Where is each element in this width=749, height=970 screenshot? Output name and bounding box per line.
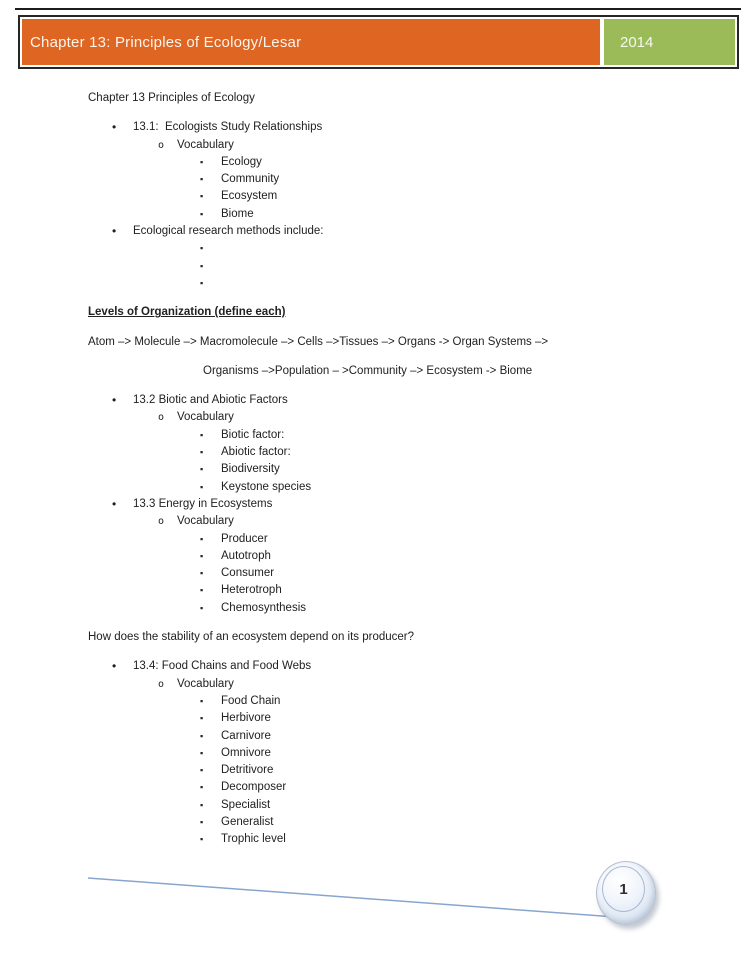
- doc-line-text: Abiotic factor:: [221, 446, 291, 459]
- doc-line-text: Vocabulary: [177, 515, 234, 528]
- doc-line: [0, 392, 749, 409]
- bullet-marker-icon: ▪: [200, 550, 204, 561]
- doc-line: [0, 444, 749, 461]
- doc-line-text: Biotic factor:: [221, 428, 285, 441]
- doc-line: [0, 814, 749, 831]
- doc-line: [0, 409, 749, 426]
- bullet-marker-icon: ▪: [200, 464, 204, 475]
- bullet-marker-icon: ▪: [200, 447, 204, 458]
- doc-line: [0, 258, 749, 275]
- doc-line-text: Heterotroph: [221, 584, 282, 597]
- bullet-marker-icon: •: [112, 659, 117, 674]
- doc-line-text: Trophic level: [221, 833, 286, 846]
- page-number: 1: [619, 880, 628, 898]
- bullet-marker-icon: ▪: [200, 816, 204, 827]
- bullet-marker-icon: ▪: [200, 585, 204, 596]
- doc-line: [0, 582, 749, 599]
- doc-line-text: Vocabulary: [177, 138, 234, 151]
- doc-line: [0, 240, 749, 257]
- doc-line-text: Decomposer: [221, 781, 287, 794]
- bullet-marker-icon: ▪: [200, 747, 204, 758]
- bullet-marker-icon: ▪: [200, 602, 204, 613]
- bullet-marker-icon: ▪: [200, 568, 204, 579]
- doc-line-text: Biodiversity: [221, 463, 280, 476]
- doc-line: [0, 334, 749, 351]
- bullet-marker-icon: ▪: [200, 695, 204, 706]
- bullet-marker-icon: ▪: [200, 799, 204, 810]
- doc-line: [0, 658, 749, 675]
- bullet-marker-icon: ▪: [200, 277, 204, 288]
- doc-line-text: Generalist: [221, 815, 274, 828]
- doc-line-text: Omnivore: [221, 746, 271, 759]
- doc-line-text: Ecology: [221, 155, 262, 168]
- doc-line-text: 13.3 Energy in Ecosystems: [133, 497, 273, 510]
- doc-line: [0, 363, 749, 380]
- doc-line-text: Organisms –>Population – >Community –> Ecosystem -> Biome: [203, 364, 533, 377]
- doc-line-text: Vocabulary: [177, 677, 234, 690]
- doc-line: [0, 461, 749, 478]
- doc-line: [0, 710, 749, 727]
- bullet-marker-icon: ▪: [200, 260, 204, 271]
- doc-line: [0, 496, 749, 513]
- doc-line: [0, 188, 749, 205]
- doc-line: [0, 693, 749, 710]
- bullet-marker-icon: ▪: [200, 713, 204, 724]
- doc-line-text: Biome: [221, 207, 254, 220]
- doc-line-text: Food Chain: [221, 694, 281, 707]
- doc-line-text: Specialist: [221, 798, 271, 811]
- doc-line-text: Ecosystem: [221, 190, 278, 203]
- doc-line-text: 13.2 Biotic and Abiotic Factors: [133, 394, 288, 407]
- doc-line: [0, 137, 749, 154]
- bullet-marker-icon: ▪: [200, 834, 204, 845]
- bullet-marker-icon: •: [112, 393, 117, 408]
- doc-line-text: 13.4: Food Chains and Food Webs: [133, 660, 312, 673]
- bullet-marker-icon: ▪: [200, 429, 204, 440]
- doc-line: [0, 275, 749, 292]
- doc-line: [0, 728, 749, 745]
- doc-line: [0, 304, 749, 321]
- doc-line-text: How does the stability of an ecosystem depend on its producer?: [88, 631, 415, 644]
- bullet-marker-icon: ▪: [200, 533, 204, 544]
- bullet-marker-icon: o: [158, 412, 165, 424]
- bullet-marker-icon: ▪: [200, 765, 204, 776]
- bullet-marker-icon: •: [112, 224, 117, 239]
- page-number-badge: [596, 861, 656, 925]
- doc-line-text: Producer: [221, 532, 268, 545]
- doc-line: [0, 119, 749, 136]
- doc-line: [0, 629, 749, 646]
- doc-line: [0, 600, 749, 617]
- doc-line: [0, 223, 749, 240]
- doc-line: [0, 548, 749, 565]
- header-year: 2014: [620, 33, 654, 51]
- doc-line: [0, 513, 749, 530]
- doc-line-text: Vocabulary: [177, 411, 234, 424]
- doc-line: [0, 90, 749, 107]
- bullet-marker-icon: o: [158, 139, 165, 151]
- doc-line-text: Consumer: [221, 567, 275, 580]
- bullet-marker-icon: o: [158, 678, 165, 690]
- document-title: Chapter 13: Principles of Ecology/Lesar: [30, 33, 302, 51]
- doc-line-text: Keystone species: [221, 480, 312, 493]
- doc-line: [0, 479, 749, 496]
- doc-line: [0, 427, 749, 444]
- doc-line: [0, 745, 749, 762]
- bullet-marker-icon: ▪: [200, 174, 204, 185]
- bullet-marker-icon: ▪: [200, 208, 204, 219]
- doc-line: [0, 779, 749, 796]
- page-number-ring: [602, 866, 645, 912]
- bullet-marker-icon: ▪: [200, 243, 204, 254]
- doc-line: [0, 206, 749, 223]
- doc-line-text: Detritivore: [221, 764, 274, 777]
- doc-line-text: Carnivore: [221, 729, 271, 742]
- doc-line-text: Community: [221, 173, 280, 186]
- doc-line: [0, 531, 749, 548]
- bullet-marker-icon: ▪: [200, 191, 204, 202]
- doc-line: [0, 171, 749, 188]
- doc-line-text: 13.1: Ecologists Study Relationships: [133, 121, 323, 134]
- doc-line: [0, 676, 749, 693]
- doc-line-text: Chapter 13 Principles of Ecology: [88, 92, 255, 104]
- doc-line-text: Ecological research methods include:: [133, 225, 324, 238]
- bullet-marker-icon: ▪: [200, 782, 204, 793]
- doc-line: [0, 565, 749, 582]
- doc-line: [0, 797, 749, 814]
- doc-line-text: Herbivore: [221, 712, 271, 725]
- doc-line-text: Atom –> Molecule –> Macromolecule –> Cells –>Tissues –> Organs -> Organ Systems –>: [88, 335, 549, 348]
- doc-line-text: Levels of Organization (define each): [88, 306, 286, 319]
- doc-line-text: Autotroph: [221, 549, 271, 562]
- bullet-marker-icon: ▪: [200, 481, 204, 492]
- doc-line: [0, 762, 749, 779]
- bullet-marker-icon: ▪: [200, 156, 204, 167]
- bullet-marker-icon: •: [112, 120, 117, 135]
- bullet-marker-icon: o: [158, 516, 165, 528]
- doc-line-text: Chemosynthesis: [221, 601, 307, 614]
- bullet-marker-icon: •: [112, 496, 117, 511]
- bullet-marker-icon: ▪: [200, 730, 204, 741]
- doc-line: [0, 154, 749, 171]
- doc-line: [0, 831, 749, 848]
